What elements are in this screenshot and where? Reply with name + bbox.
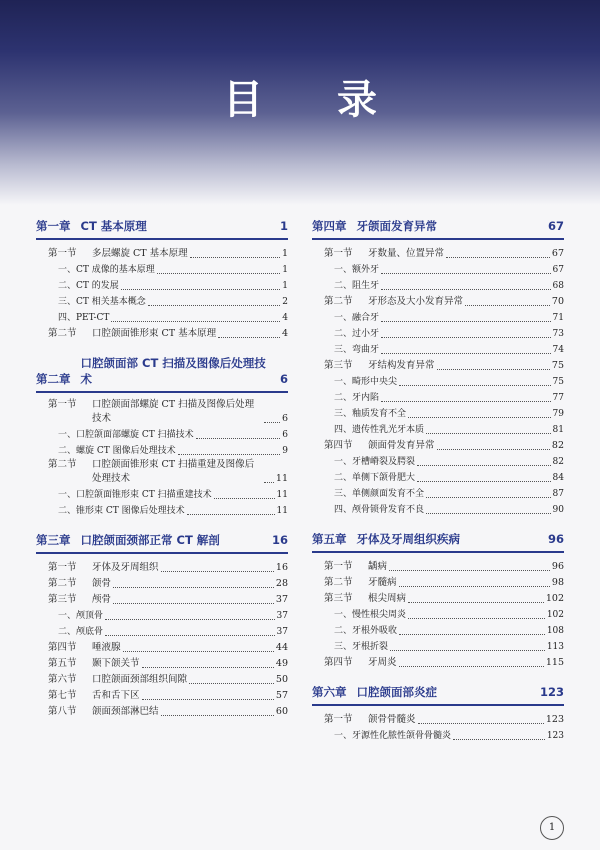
toc-section-entry	[36, 575, 288, 591]
toc-section-entry	[312, 574, 564, 590]
toc-subsection-entry	[36, 502, 288, 518]
section-number: 第二节	[48, 578, 77, 589]
entry-title: 二、过小牙	[334, 329, 380, 339]
page-number: 1	[540, 816, 564, 840]
toc-subsection-entry	[312, 501, 564, 517]
entry-page: 102	[546, 610, 564, 620]
section-number: 第三节	[324, 593, 353, 604]
entry-title: 三、弯曲牙	[334, 345, 380, 355]
entry-page: 70	[551, 296, 564, 307]
toc-section-entry	[312, 245, 564, 261]
dot-leader	[157, 273, 281, 274]
chapter-page: 16	[271, 533, 288, 547]
entry-page: 4	[281, 328, 288, 339]
entry-title: 口腔颌面锥形束 CT 基本原理	[92, 328, 217, 339]
toc-section-entry	[36, 591, 288, 607]
dot-leader	[187, 514, 275, 515]
section-number: 第二节	[324, 296, 353, 307]
entry-title: 牙周炎	[368, 657, 397, 668]
page-title: 目 录	[223, 77, 407, 123]
dot-leader	[196, 438, 281, 439]
entry-page: 37	[276, 627, 288, 637]
section-number: 第一节	[48, 248, 77, 259]
dot-leader	[408, 602, 544, 603]
toc-subsection-entry	[36, 309, 288, 325]
toc-subsection-entry	[312, 405, 564, 421]
entry-page: 44	[275, 642, 288, 653]
dot-leader	[178, 454, 281, 455]
chapter-number: 第六章	[312, 685, 347, 699]
toc-subsection-entry	[36, 486, 288, 502]
toc-section-entry	[36, 559, 288, 575]
entry-page: 6	[281, 413, 288, 424]
toc-right-column	[312, 218, 564, 757]
toc-subsection-entry	[36, 277, 288, 293]
entry-title: 二、颅底骨	[58, 627, 104, 637]
dot-leader	[111, 321, 280, 322]
entry-page: 75	[551, 360, 564, 371]
toc-chapter	[36, 355, 288, 518]
entry-title: 一、口腔颌面部螺旋 CT 扫描技术	[58, 430, 194, 440]
entry-title: 二、CT 的发展	[58, 281, 119, 291]
entry-title: 一、颅顶骨	[58, 611, 104, 621]
chapter-page: 1	[279, 219, 288, 233]
entry-title: 一、额外牙	[334, 265, 380, 275]
toc-chapter	[312, 531, 564, 670]
entry-title: 一、牙槽嵴裂及腭裂	[334, 457, 416, 467]
dot-leader	[399, 586, 550, 587]
toc-section-entry	[36, 687, 288, 703]
chapter-title: 口腔颌面部 CT 扫描及图像后处理技术	[80, 356, 266, 386]
entry-title: 口腔颌面部螺旋 CT 扫描及图像后处理技术	[92, 399, 255, 424]
dot-leader	[399, 634, 545, 635]
chapter-heading	[312, 684, 564, 706]
dot-leader	[399, 385, 551, 386]
entry-title: 牙髓病	[368, 577, 397, 588]
entry-title: 一、CT 成像的基本原理	[58, 265, 155, 275]
entry-page: 37	[276, 611, 288, 621]
section-number: 第一节	[324, 714, 353, 725]
toc-subsection-entry	[312, 485, 564, 501]
entry-title: 颌骨	[92, 578, 112, 589]
entry-page: 79	[552, 409, 564, 419]
entry-page: 6	[282, 430, 288, 440]
entry-page: 115	[545, 657, 564, 668]
chapter-page: 96	[547, 532, 564, 546]
toc-section-entry	[36, 655, 288, 671]
entry-page: 68	[552, 281, 564, 291]
dot-leader	[214, 498, 275, 499]
entry-page: 9	[282, 446, 288, 456]
dot-leader	[381, 289, 551, 290]
toc-chapter	[312, 218, 564, 517]
entry-page: 74	[552, 345, 564, 355]
dot-leader	[161, 715, 274, 716]
toc-subsection-entry	[312, 453, 564, 469]
dot-leader	[142, 699, 274, 700]
chapter-title: 口腔颌面颈部正常 CT 解剖	[80, 533, 220, 547]
entry-title: 一、口腔颌面锥形束 CT 扫描重建技术	[58, 490, 212, 500]
chapter-page: 67	[547, 219, 564, 233]
toc-section-entry	[312, 357, 564, 373]
toc-subsection-entry	[312, 727, 564, 743]
entry-page: 2	[282, 297, 288, 307]
chapter-page: 123	[539, 685, 564, 699]
entry-title: 口腔颌面锥形束 CT 扫描重建及图像后处理技术	[92, 459, 255, 484]
entry-title: 二、阻生牙	[334, 281, 380, 291]
toc-chapter	[36, 218, 288, 341]
dot-leader	[142, 667, 274, 668]
entry-title: 颅骨	[92, 594, 112, 605]
entry-title: 口腔颌面颈部组织间隙	[92, 674, 188, 685]
entry-title: 一、畸形中央尖	[334, 377, 398, 387]
section-number: 第八节	[48, 706, 77, 717]
entry-title: 多层螺旋 CT 基本原理	[92, 248, 188, 259]
entry-page: 50	[275, 674, 288, 685]
toc-subsection-entry	[36, 293, 288, 309]
toc-subsection-entry	[312, 261, 564, 277]
chapter-page: 6	[279, 372, 288, 386]
entry-page: 11	[276, 506, 288, 516]
chapter-heading	[36, 218, 288, 240]
chapter-title: 牙体及牙周组织疾病	[356, 532, 460, 546]
dot-leader	[453, 739, 545, 740]
entry-title: 颞下颌关节	[92, 658, 140, 669]
dot-leader	[381, 273, 551, 274]
toc-section-entry	[36, 703, 288, 719]
dot-leader	[381, 401, 551, 402]
dot-leader	[408, 417, 551, 418]
dot-leader	[381, 353, 551, 354]
chapter-heading	[312, 218, 564, 240]
entry-title: 二、牙内陷	[334, 393, 380, 403]
entry-title: 根尖周病	[368, 593, 407, 604]
entry-title: 四、颅骨锁骨发育不良	[334, 505, 425, 515]
dot-leader	[446, 257, 550, 258]
dot-leader	[381, 321, 551, 322]
chapter-number: 第三章	[36, 533, 71, 547]
dot-leader	[113, 587, 274, 588]
dot-leader	[408, 618, 545, 619]
entry-page: 1	[282, 265, 288, 275]
entry-title: 三、CT 相关基本概念	[58, 297, 146, 307]
entry-title: 一、慢性根尖周炎	[334, 610, 407, 620]
toc-subsection-entry	[312, 389, 564, 405]
chapter-heading	[36, 532, 288, 554]
toc-subsection-entry	[36, 623, 288, 639]
toc-subsection-entry	[36, 607, 288, 623]
entry-page: 87	[552, 489, 564, 499]
section-number: 第五节	[48, 658, 77, 669]
entry-title: 颌骨骨髓炎	[368, 714, 416, 725]
toc-section-entry	[36, 639, 288, 655]
section-number: 第二节	[324, 577, 353, 588]
entry-page: 1	[281, 248, 288, 259]
dot-leader	[437, 369, 550, 370]
toc-subsection-entry	[312, 309, 564, 325]
entry-page: 108	[546, 626, 564, 636]
dot-leader	[465, 305, 550, 306]
entry-title: 牙形态及大小发育异常	[368, 296, 464, 307]
section-number: 第三节	[324, 360, 353, 371]
toc-section-entry	[36, 458, 288, 486]
entry-title: 三、牙根折裂	[334, 642, 389, 652]
chapter-number: 第四章	[312, 219, 347, 233]
entry-title: 二、螺旋 CT 图像后处理技术	[58, 446, 176, 456]
dot-leader	[123, 651, 274, 652]
toc-subsection-entry	[312, 277, 564, 293]
chapter-heading	[36, 355, 288, 393]
toc-subsection-entry	[36, 442, 288, 458]
dot-leader	[390, 650, 545, 651]
entry-page: 84	[552, 473, 564, 483]
toc-chapter	[312, 684, 564, 743]
toc-section-entry	[312, 711, 564, 727]
entry-page: 1	[282, 281, 288, 291]
toc-section-entry	[36, 245, 288, 261]
entry-page: 77	[552, 393, 564, 403]
chapter-number: 第一章	[36, 219, 71, 233]
chapter-title: CT 基本原理	[80, 219, 147, 233]
dot-leader	[148, 305, 281, 306]
section-number: 第一节	[324, 561, 353, 572]
entry-page: 90	[552, 505, 564, 515]
section-number: 第一节	[324, 248, 353, 259]
entry-page: 60	[275, 706, 288, 717]
dot-leader	[190, 257, 280, 258]
dot-leader	[426, 497, 551, 498]
dot-leader	[121, 289, 281, 290]
toc-section-entry	[312, 590, 564, 606]
toc-subsection-entry	[312, 421, 564, 437]
entry-page: 123	[545, 714, 564, 725]
section-number: 第二节	[48, 328, 77, 339]
entry-page: 96	[551, 561, 564, 572]
entry-title: 龋病	[368, 561, 388, 572]
dot-leader	[381, 337, 551, 338]
entry-page: 73	[552, 329, 564, 339]
toc-left-column	[36, 218, 288, 733]
entry-page: 82	[552, 457, 564, 467]
dot-leader	[389, 570, 550, 571]
section-number: 第一节	[48, 562, 77, 573]
section-number: 第六节	[48, 674, 77, 685]
dot-leader	[437, 449, 550, 450]
entry-title: 四、遗传性乳光牙本质	[334, 425, 425, 435]
entry-page: 28	[275, 578, 288, 589]
entry-title: 四、PET-CT	[58, 313, 110, 323]
entry-title: 二、牙根外吸收	[334, 626, 398, 636]
entry-page: 37	[275, 594, 288, 605]
toc-subsection-entry	[312, 606, 564, 622]
section-number: 第四节	[48, 642, 77, 653]
entry-title: 舌和舌下区	[92, 690, 140, 701]
entry-page: 123	[546, 731, 564, 741]
dot-leader	[417, 481, 551, 482]
entry-title: 唾液腺	[92, 642, 121, 653]
toc-section-entry	[312, 437, 564, 453]
toc-subsection-entry	[36, 426, 288, 442]
toc-subsection-entry	[312, 341, 564, 357]
entry-page: 49	[275, 658, 288, 669]
entry-title: 一、融合牙	[334, 313, 380, 323]
section-number: 第四节	[324, 440, 353, 451]
dot-leader	[426, 433, 551, 434]
entry-page: 11	[275, 473, 288, 484]
toc-section-entry	[36, 398, 288, 426]
dot-leader	[113, 603, 274, 604]
dot-leader	[417, 465, 551, 466]
toc-section-entry	[312, 558, 564, 574]
entry-page: 81	[552, 425, 564, 435]
toc-subsection-entry	[312, 373, 564, 389]
dot-leader	[264, 422, 280, 423]
dot-leader	[218, 337, 280, 338]
entry-page: 82	[551, 440, 564, 451]
entry-page: 57	[275, 690, 288, 701]
entry-page: 4	[282, 313, 288, 323]
toc-subsection-entry	[312, 622, 564, 638]
entry-page: 75	[552, 377, 564, 387]
entry-page: 67	[552, 265, 564, 275]
dot-leader	[105, 619, 275, 620]
entry-page: 113	[546, 642, 564, 652]
entry-page: 71	[552, 313, 564, 323]
section-number: 第一节	[48, 399, 77, 410]
entry-title: 牙体及牙周组织	[92, 562, 159, 573]
toc-subsection-entry	[312, 325, 564, 341]
toc-section-entry	[312, 654, 564, 670]
toc-section-entry	[312, 293, 564, 309]
dot-leader	[418, 723, 544, 724]
entry-title: 二、锥形束 CT 图像后处理技术	[58, 506, 185, 516]
toc-subsection-entry	[36, 261, 288, 277]
entry-title: 三、单侧颜面发育不全	[334, 489, 425, 499]
entry-page: 16	[275, 562, 288, 573]
chapter-number: 第五章	[312, 532, 347, 546]
section-number: 第二节	[48, 459, 77, 470]
dot-leader	[399, 666, 544, 667]
section-number: 第四节	[324, 657, 353, 668]
entry-page: 67	[551, 248, 564, 259]
dot-leader	[105, 635, 275, 636]
toc-section-entry	[36, 671, 288, 687]
chapter-heading	[312, 531, 564, 553]
entry-title: 颌面颈部淋巴结	[92, 706, 159, 717]
chapter-title: 口腔颌面部炎症	[356, 685, 437, 699]
entry-page: 11	[276, 490, 288, 500]
entry-title: 颌面骨发育异常	[368, 440, 435, 451]
toc-section-entry	[36, 325, 288, 341]
dot-leader	[189, 683, 274, 684]
section-number: 第七节	[48, 690, 77, 701]
entry-title: 三、釉质发育不全	[334, 409, 407, 419]
section-number: 第三节	[48, 594, 77, 605]
toc-chapter	[36, 532, 288, 719]
dot-leader	[161, 571, 274, 572]
dot-leader	[264, 482, 274, 483]
chapter-title: 牙颌面发育异常	[356, 219, 437, 233]
dot-leader	[426, 513, 551, 514]
toc-subsection-entry	[312, 638, 564, 654]
entry-page: 102	[545, 593, 564, 604]
entry-title: 二、单侧下颌骨肥大	[334, 473, 416, 483]
entry-title: 一、牙源性化脓性颌骨骨髓炎	[334, 731, 452, 741]
toc-subsection-entry	[312, 469, 564, 485]
entry-page: 98	[551, 577, 564, 588]
entry-title: 牙数量、位置异常	[368, 248, 445, 259]
entry-title: 牙结构发育异常	[368, 360, 435, 371]
chapter-number: 第二章	[36, 372, 71, 386]
